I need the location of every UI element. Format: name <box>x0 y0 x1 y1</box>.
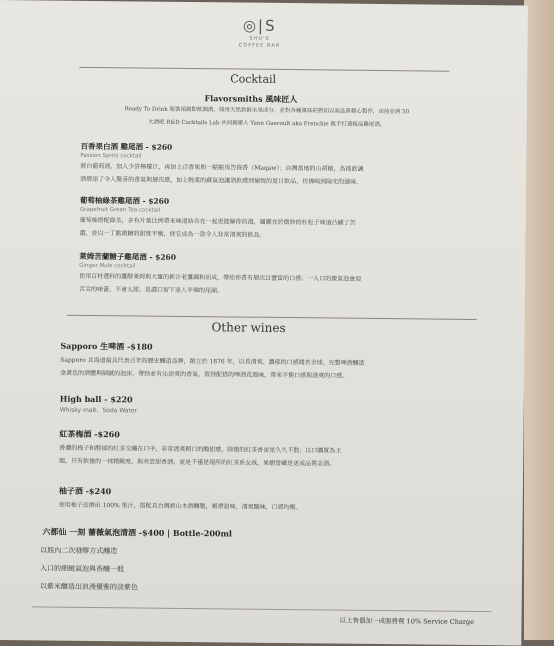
desc-line: 葡萄柚搭配綠茶，多有片葉比例帶來味道結合在一起更能解你的渴，關鍵在於微妙的杜松子味道凸顯了苦 <box>79 216 356 227</box>
item-english-name: Grapefruit Green Tea cocktail <box>79 206 161 214</box>
cocktail-item-grapefruit <box>79 195 454 244</box>
brand-mark: ◎|S <box>242 16 277 35</box>
desc-line: 使用柚子皮擠出 100% 果汁，搭配具台灣新山木酒釀製，順帶甜味，清爽酸味，口感均衡。 <box>58 501 302 512</box>
item-title: High ball - $220 <box>59 393 133 405</box>
background-surface <box>524 0 554 640</box>
item-ingredients: Whisky malt、Soda Water <box>59 406 138 415</box>
wine-item-tea-plum <box>59 429 489 473</box>
desc-line: 將白葡萄酒，加入少許檸檬汁，再加上百香果與一點點馬告探香（Maqaw）；台灣當地的山胡椒，為搖飲調 <box>80 162 364 173</box>
wine-item-highball <box>60 394 490 419</box>
item-title: 百香果白酒 雞尾酒 - $260 <box>80 141 173 152</box>
item-description <box>59 442 489 473</box>
intro-line: 大酒吧 R&D Cocktails Lab 共同創辦人 Yann Gueroult aka Frenchie 親手打造精品雞尾酒。 <box>147 119 386 129</box>
item-title: 六都仙 一刻 薔薇氣泡清酒 -$400 | Bottle-200ml <box>42 526 233 539</box>
desc-line: 澀，並以一丁點微糖的甜度平衡，使它成為一款令人非常清爽的飲品。 <box>79 229 266 239</box>
desc-line: 酒增添了令人驚喜的香氣與層次感，加上輕柔的蘇氣泡讓酒飲感到愉悅的夏日飲品，彷彿喝到陽光的滋味。 <box>80 175 363 186</box>
sake-note-3: 以紫米釀造出浪漫優雅的淡紫色 <box>39 582 138 592</box>
item-description <box>80 160 455 190</box>
service-charge-note: 以上售價加一成服務費 10% Service Charge <box>339 616 475 626</box>
item-description <box>60 354 490 385</box>
brand-name: SHU'S <box>249 35 270 42</box>
item-title: Sapporo 生啤酒 -$180 <box>60 340 153 352</box>
item-description <box>79 214 454 244</box>
wine-item-sapporo <box>60 341 490 385</box>
desc-line: Sapporo 北海道最具代表百年的歷史釀造品牌，創立於 1876 年，以長清爽、濃郁的口感聞名全球，完整啤酒釀造 <box>60 356 365 367</box>
item-title: 萊姆苦蘭糖子雞尾酒 - $260 <box>79 251 177 262</box>
item-description <box>59 499 489 517</box>
item-english-name: Ginger Mule cocktail <box>79 262 136 270</box>
sake-note-2: 入口的細緻氣泡與香釀一般 <box>40 564 125 574</box>
brand-tag: COFFEE BAR <box>238 42 281 49</box>
wine-item-yuzu <box>59 486 489 517</box>
desc-line: 舌尖的味蕾，不會太甜，是讀口留下迷人辛辣的尾韻。 <box>78 285 224 295</box>
sake-note-1: 以瓶內二次發酵方式釀造 <box>40 546 118 556</box>
wine-item-sake <box>42 526 472 542</box>
item-description <box>79 270 454 300</box>
other-wines-title: Other wines <box>211 320 286 336</box>
desc-line: 金黃色的酒體與細膩的泡沫，帶勁並有沁涼爽的香氣，值得配搭的啤酒花風味，帶來平衡口感與清爽的口感。 <box>60 369 349 380</box>
desc-line: 使用百材選料的薑酵萊姆與大量的新汁老薑調和而成，帶給你香有層次且豐富的口感；一入口的微氣泡會迎 <box>79 272 362 283</box>
desc-line: 題，只有飲後的一抹精緻度，與夾雲甜香酒，更是不僅是現所的紅茶系女孩，果樹營藏是更成品質美酒。 <box>59 457 336 468</box>
cocktail-subtitle: Flavorsmiths 風味匠人 <box>204 93 298 105</box>
item-english-name: Passion Spritz cocktail <box>80 152 142 160</box>
intro-line: Ready To Drink 瓶裝預調即飲調酒，採用天然新鮮水果成分，並對各種風味的熟知以高品質精心製作，由前亞洲 50 <box>124 106 410 116</box>
item-title: 紅茶梅酒 -$260 <box>59 428 120 440</box>
cocktail-item-passion <box>80 141 455 190</box>
brand-logo <box>230 16 290 49</box>
cocktail-title: Cocktail <box>230 72 277 86</box>
footer-rule <box>32 606 492 612</box>
desc-line: 香濃的梅子和醇郁的紅茶交纏在口中，非常清爽順口的酸甜感，除微的紅茶香更是久久不散；以口購買為主 <box>59 444 342 455</box>
item-title: 柚子酒 -$240 <box>58 485 112 497</box>
item-title: 葡萄柚綠茶雞尾酒 - $260 <box>79 195 170 206</box>
cocktail-item-ginger <box>79 251 454 300</box>
cocktail-intro <box>81 103 453 133</box>
